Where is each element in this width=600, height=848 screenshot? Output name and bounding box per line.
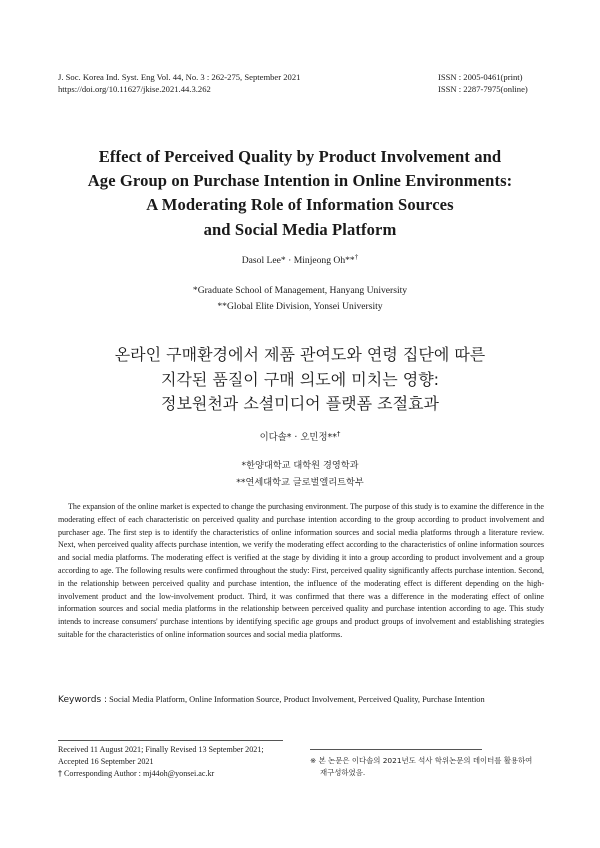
issn-online: ISSN : 2287-7975(online) (438, 84, 528, 94)
english-title-line: A Moderating Role of Information Sources (146, 195, 454, 215)
issn-print: ISSN : 2005-0461(print) (438, 72, 523, 82)
keywords-label: Keywords : (58, 695, 108, 705)
journal-header-right (438, 71, 528, 95)
korean-affiliation: **연세대학교 글로벌엘리트학부 (236, 476, 364, 488)
footnote-divider (310, 749, 482, 750)
english-title (40, 145, 560, 242)
english-authors (0, 251, 600, 267)
note-mark: ※ (310, 756, 317, 765)
thesis-note (310, 755, 550, 778)
journal-header-left (58, 71, 300, 95)
corresponding-author (58, 768, 264, 780)
english-affiliations (0, 283, 600, 314)
korean-authors (0, 428, 600, 444)
dagger-mark: † (58, 768, 62, 778)
footnote-divider (58, 740, 283, 741)
corresponding-mark: † (354, 253, 359, 261)
abstract: The expansion of the online market is expected to change the purchasing environment. The purpose of this study is to examine the difference in the moderating effect of each characteristic on perceived quality and purchase intention according to the group according to product involvement and purchaser age. The first step is to identify the characteristics of online information sources and social media platforms through a literature review. Next, when perceived quality affects purchase intention, we verify the moderating effect according to the characteristics of online information sources and social media platforms. The moderating effect is verified at the stage by dividing it into a group according to product involvement and a group according to age. The following results were confirmed throughout the study: First, perceived quality significantly affects purchase intention. Second, in the relationship between perceived quality and purchase intention, the influence of the moderating effect is different depending on the high-involvement product and the low-involvement product. Third, it was confirmed that there was a difference in the moderating effect of online information sources and social media platforms in the relationship between perceived quality and purchase intention according to age. This study intends to increase consumers' purchase intentions by identifying specific age groups and product groups of involvement and establishing strategies suitable for the characteristics of online information sources and social media platforms. (58, 502, 544, 639)
journal-citation: J. Soc. Korea Ind. Syst. Eng Vol. 44, No. 3 : 262-275, September 2021 (58, 72, 301, 82)
keywords-list: Social Media Platform, Online Information Source, Product Involvement, Perceived Quality, Purchase Intention (109, 695, 485, 704)
english-affiliation: **Global Elite Division, Yonsei University (217, 300, 383, 312)
korean-affiliations (0, 458, 600, 491)
received-footnote (58, 744, 264, 779)
english-title-line: Age Group on Purchase Intention in Online Environments: (87, 171, 513, 191)
english-affiliation: *Graduate School of Management, Hanyang University (192, 285, 408, 296)
accepted-date: Accepted 16 September 2021 (58, 756, 154, 766)
english-author-names: Dasol Lee* · Minjeong Oh** (241, 255, 355, 267)
thesis-note-line: 본 논문은 이다솔의 2021년도 석사 학위논문의 데이터를 활용하여 (318, 756, 533, 765)
korean-author-names: 이다솔* · 오민정** (259, 432, 337, 444)
korean-title-line: 지각된 품질이 구매 의도에 미치는 영향: (160, 369, 440, 389)
korean-affiliation: *한양대학교 대학원 경영학과 (241, 460, 359, 471)
korean-title (40, 343, 560, 417)
received-dates: Received 11 August 2021; Finally Revised 13 September 2021; (58, 745, 264, 754)
korean-title-line: 정보원천과 소셜미디어 플랫폼 조절효과 (160, 394, 439, 413)
corresponding-mark: † (336, 430, 341, 438)
english-title-line: Effect of Perceived Quality by Product Involvement and (98, 147, 502, 166)
english-title-line: and Social Media Platform (203, 219, 397, 239)
corresponding-author-email: Corresponding Author : mj44oh@yonsei.ac.kr (64, 768, 215, 778)
doi-link[interactable]: https://doi.org/10.11627/jkise.2021.44.3.262 (58, 84, 211, 94)
keywords (58, 694, 544, 706)
thesis-note-line: 재구성하였음. (320, 767, 366, 777)
korean-title-line: 온라인 구매환경에서 제품 관여도와 연령 집단에 따른 (114, 345, 486, 364)
